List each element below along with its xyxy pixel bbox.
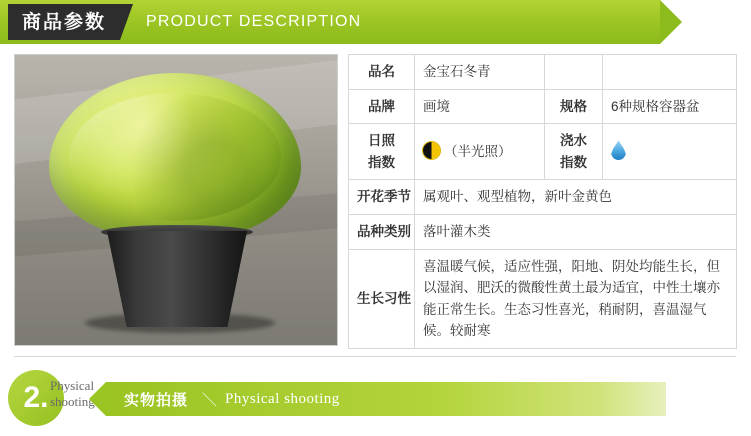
table-row [349,55,737,90]
spec-value-empty-1 [603,55,737,90]
table-row [349,249,737,348]
spec-value-sunlight [415,124,545,180]
spec-label-empty-1 [545,55,603,90]
header-title-en: PRODUCT DESCRIPTION [146,13,362,30]
footer-title-cn: 实物拍摄 [124,391,189,409]
section-footer [0,356,751,436]
spec-value-category: 落叶灌木类 [415,214,737,249]
table-row [349,214,737,249]
spec-value-brand: 画境 [415,89,545,124]
spec-label-category: 品种类别 [349,214,415,249]
spec-value-size: 6种规格容器盆 [603,89,737,124]
footer-step-number: 2. [8,370,64,426]
footer-step-label-line1: Physical [50,378,95,393]
footer-title-en: Physical shooting [225,390,340,407]
spec-value-flowering: 属观叶、观型植物，新叶金黄色 [415,180,737,215]
footer-separator: ＼ [202,391,218,409]
spec-label-flowering: 开花季节 [349,180,415,215]
header-title-cn: 商品参数 [8,4,120,40]
spec-label-habit: 生长习性 [349,249,415,348]
content-area [0,44,751,354]
spec-label-watering: 浇水 指数 [545,124,603,180]
table-row [349,124,737,180]
spec-label-name: 品名 [349,55,415,90]
spec-label-sunlight: 日照 指数 [349,124,415,180]
spec-value-sunlight-text: （半光照） [444,143,512,159]
product-photo [14,54,338,346]
spec-label-size: 规格 [545,89,603,124]
spec-table [348,54,737,349]
table-row [349,180,737,215]
table-row [349,89,737,124]
spec-value-habit: 喜温暖气候，适应性强，阳地、阴处均能生长，但以湿润、肥沃的微酸性黄土最为适宜，中性土壤亦能正常生长。生态习性喜光，稍耐阴，喜温湿气候。较耐寒 [415,249,737,348]
spec-value-watering [603,124,737,180]
half-sun-icon [423,142,440,159]
spec-label-brand: 品牌 [349,89,415,124]
plant-pot [107,231,247,327]
footer-step-label-line2: shooting [50,394,95,410]
footer-title-bar [106,382,666,416]
spec-value-name: 金宝石冬青 [415,55,545,90]
section-header [0,0,751,44]
water-drop-icon [611,140,626,160]
footer-divider [14,356,736,357]
